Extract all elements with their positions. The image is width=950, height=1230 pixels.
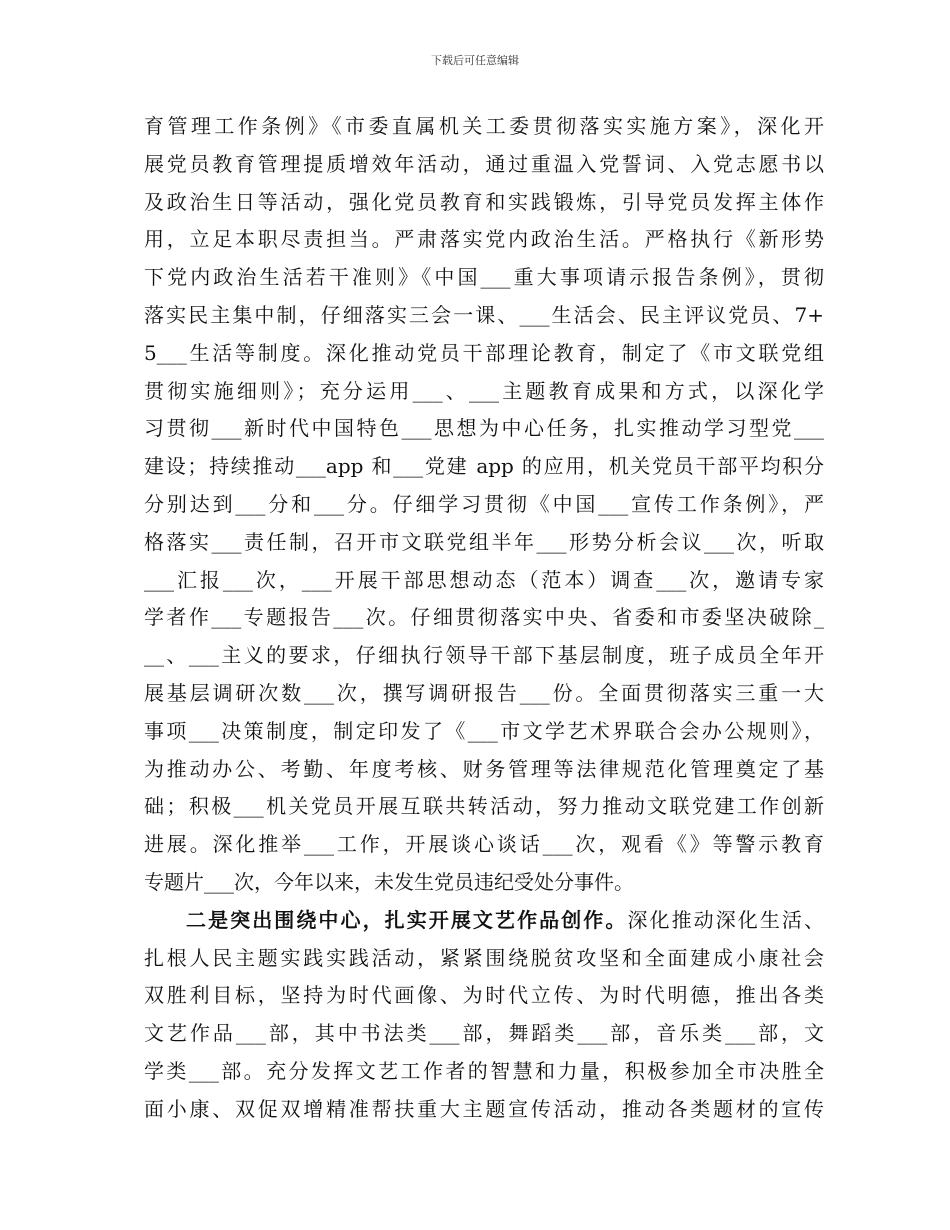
text-line: 下党内政治生活若干准则》《中国___重大事项请示报告条例》，贯彻 xyxy=(144,265,824,290)
text-line: 落实民主集中制，仔细落实三会一课、___生活会、民主评议党员、7+ xyxy=(144,302,824,327)
text-line: 用，立足本职尽责担当。严肃落实党内政治生活。严格执行《新形势 xyxy=(144,227,824,252)
page-header: 下载后可任意编辑 xyxy=(431,54,519,67)
text-line: 5___生活等制度。深化推动党员干部理论教育，制定了《市文联党组 xyxy=(144,340,824,365)
text-line: ___汇报___次，___开展干部思想动态（范本）调查___次，邀请专家 xyxy=(144,567,824,592)
text-line: __、___主义的要求，仔细执行领导干部下基层制度，班子成员全年开 xyxy=(144,643,824,668)
text-line: 建设；持续推动___app 和___党建 app 的应用，机关党员干部平均积分 xyxy=(144,454,824,479)
text-line: 习贯彻___新时代中国特色___思想为中心任务，扎实推动学习型党___ xyxy=(144,416,824,441)
text-line: 扎根人民主题实践实践活动，紧紧围绕脱贫攻坚和全面建成小康社会 xyxy=(144,945,824,970)
text-line: 学者作___专题报告___次。仔细贯彻落实中央、省委和市委坚决破除_ xyxy=(144,605,824,630)
document-body xyxy=(144,108,824,1129)
text-line: 文艺作品___部，其中书法类___部，舞蹈类___部，音乐类___部，文 xyxy=(144,1021,824,1046)
text-line: 及政治生日等活动，强化党员教育和实践锻炼，引导党员发挥主体作 xyxy=(144,189,824,214)
text-line: 育管理工作条例》《市委直属机关工委贯彻落实实施方案》，深化开 xyxy=(144,114,824,138)
text-line: 础；积极___机关党员开展互联共转活动，努力推动文联党建工作创新 xyxy=(144,794,824,819)
text-line: 进展。深化推举___工作，开展谈心谈话___次，观看《》等警示教育 xyxy=(144,832,824,857)
text-line: 贯彻实施细则》；充分运用___、___主题教育成果和方式，以深化学 xyxy=(144,378,824,403)
paragraph-first-line xyxy=(144,902,824,940)
text-run: 深化推动深化生活、 xyxy=(627,907,824,932)
text-line: 为推动办公、考勤、年度考核、财务管理等法律规范化管理奠定了基 xyxy=(144,756,824,781)
text-line: 展党员教育管理提质增效年活动，通过重温入党誓词、入党志愿书以 xyxy=(144,151,824,176)
text-line: 学类___部。充分发挥文艺工作者的智慧和力量，积极参加全市决胜全 xyxy=(144,1058,824,1083)
section-heading: 二是突出围绕中心，扎实开展文艺作品创作。 xyxy=(186,907,628,932)
text-line: 展基层调研次数___次，撰写调研报告___份。全面贯彻落实三重一大 xyxy=(144,680,824,705)
text-line: 分别达到___分和___分。仔细学习贯彻《中国___宣传工作条例》，严 xyxy=(144,491,824,516)
text-line: 事项___决策制度，制定印发了《___市文学艺术界联合会办公规则》， xyxy=(144,718,824,743)
text-line: 专题片___次，今年以来，未发生党员违纪受处分事件。 xyxy=(144,869,634,894)
text-line: 格落实___责任制，召开市文联党组半年___形势分析会议___次，听取 xyxy=(144,529,824,554)
text-line: 面小康、双促双增精准帮扶重大主题宣传活动，推动各类题材的宣传 xyxy=(144,1096,824,1121)
text-line: 双胜利目标，坚持为时代画像、为时代立传、为时代明德，推出各类 xyxy=(144,983,824,1008)
